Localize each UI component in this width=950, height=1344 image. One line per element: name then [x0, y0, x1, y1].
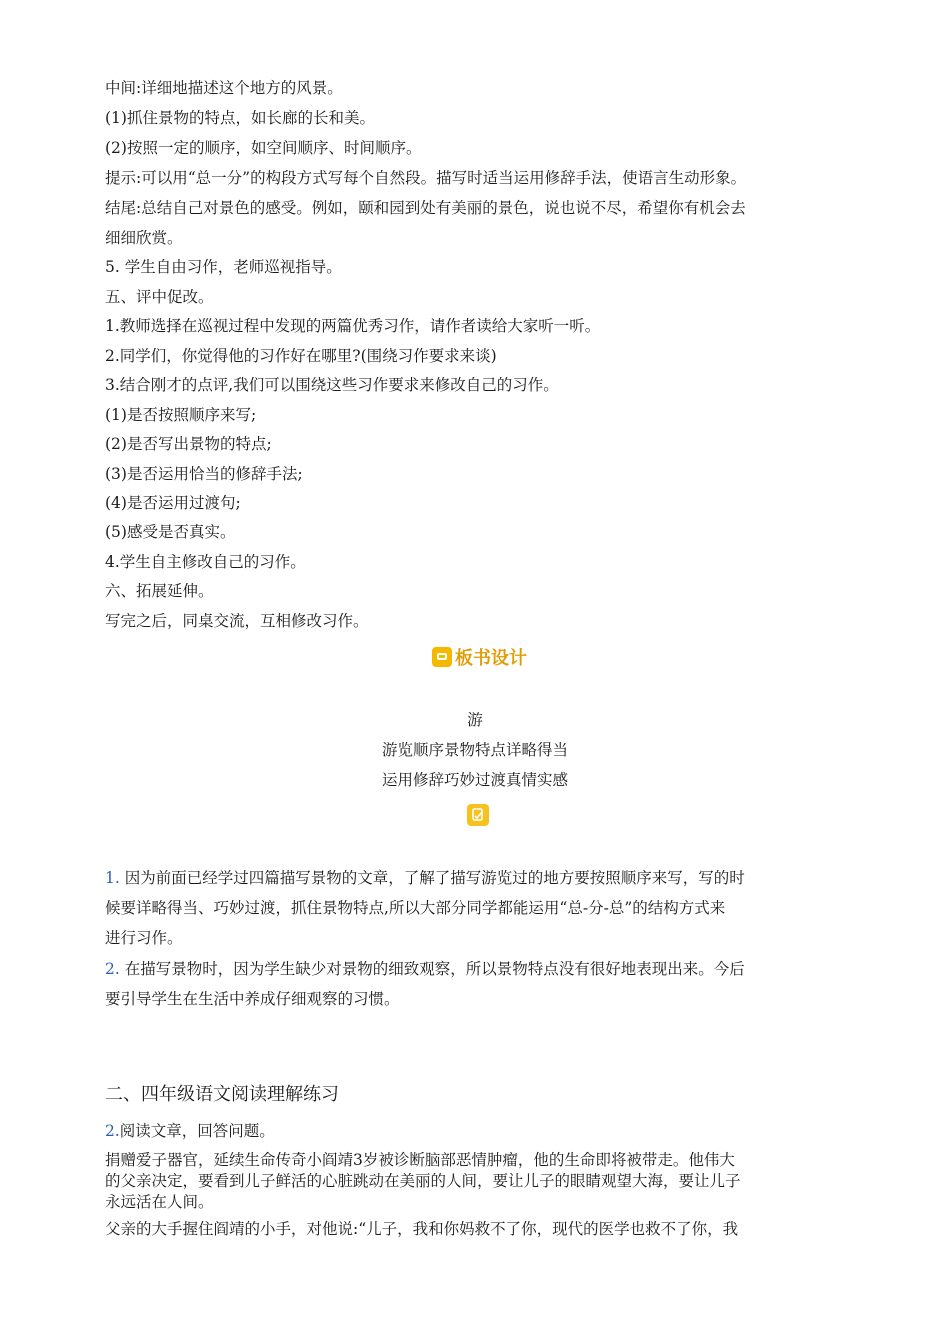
item-number: 1. — [105, 869, 120, 887]
board-design-label: 板书设计 — [455, 648, 527, 669]
text-line: 1.教师选择在巡视过程中发现的两篇优秀习作，请作者读给大家听一听。 — [105, 317, 601, 335]
question-number: 2. — [105, 1122, 120, 1140]
text-line: 捐赠爱子器官，延续生命传奇小阎靖3岁被诊断脑部恶情肿瘤，他的生命即将被带走。他伟大 — [105, 1151, 735, 1169]
text-line: (5)感受是否真实。 — [105, 523, 236, 541]
text-line: (2)是否写出景物的特点; — [105, 435, 272, 453]
text-line: 进行习作。 — [105, 929, 183, 947]
item-text: 因为前面已经学过四篇描写景物的文章，了解了描写游览过的地方要按照顺序来写，写的时 — [119, 869, 745, 887]
text-line: 五、评中促改。 — [105, 288, 214, 306]
text-line: 的父亲决定，要看到儿子鲜活的心脏跳动在美丽的人间，要让儿子的眼睛观望大海，要让儿子 — [105, 1172, 741, 1190]
text-line: (2)按照一定的顺序，如空间顺序、时间顺序。 — [105, 139, 422, 157]
board-line: 运用修辞巧妙过渡真情实感 — [381, 771, 568, 789]
board-icon — [432, 647, 452, 667]
text-line: 2.同学们，你觉得他的习作好在哪里?(围绕习作要求来谈) — [105, 347, 497, 365]
text-line: 4.学生自主修改自己的习作。 — [105, 553, 306, 571]
question-text: 阅读文章，回答问题。 — [119, 1122, 275, 1140]
text-line: (1)抓住景物的特点，如长廊的长和美。 — [105, 109, 375, 127]
text-line: 中间:详细地描述这个地方的风景。 — [105, 79, 343, 97]
text-line: 提示:可以用“总一分”的构段方式写每个自然段。描写时适当运用修辞手法，使语言生动形象。 — [105, 169, 747, 187]
item-text: 在描写景物时，因为学生缺少对景物的细致观察，所以景物特点没有很好地表现出来。今后 — [119, 960, 745, 978]
text-line: 写完之后，同桌交流，互相修改习作。 — [105, 612, 369, 630]
text-line: 结尾:总结自己对景色的感受。例如，颐和园到处有美丽的景色，说也说不尽，希望你有机会去 — [105, 199, 746, 217]
reflection-item — [105, 868, 745, 888]
reflection-item — [105, 959, 745, 979]
text-line: (4)是否运用过渡句; — [105, 494, 241, 512]
question-line — [105, 1121, 275, 1141]
reflection-icon — [467, 804, 489, 826]
item-number: 2. — [105, 960, 120, 978]
text-line: (1)是否按照顺序来写; — [105, 406, 257, 424]
text-line: 3.结合刚才的点评,我们可以围绕这些习作要求来修改自己的习作。 — [105, 376, 559, 394]
section-heading: 二、四年级语文阅读理解练习 — [105, 1084, 339, 1105]
board-line: 游览顺序景物特点详略得当 — [381, 741, 568, 759]
text-line: 六、拓展延伸。 — [105, 582, 214, 600]
text-line: 要引导学生在生活中养成仔细观察的习惯。 — [105, 990, 400, 1008]
text-line: 永远活在人间。 — [105, 1193, 214, 1211]
text-line: 细细欣赏。 — [105, 229, 183, 247]
board-design-badge — [432, 645, 529, 669]
text-line: (3)是否运用恰当的修辞手法; — [105, 465, 303, 483]
text-line: 5. 学生自由习作，老师巡视指导。 — [105, 258, 342, 276]
text-line: 父亲的大手握住阎靖的小手，对他说:“儿子，我和你妈救不了你，现代的医学也救不了你，我 — [105, 1220, 739, 1238]
board-title: 游 — [467, 711, 483, 729]
text-line: 候要详略得当、巧妙过渡，抓住景物特点,所以大部分同学都能运用“总-分-总”的结构方式来 — [105, 899, 726, 917]
